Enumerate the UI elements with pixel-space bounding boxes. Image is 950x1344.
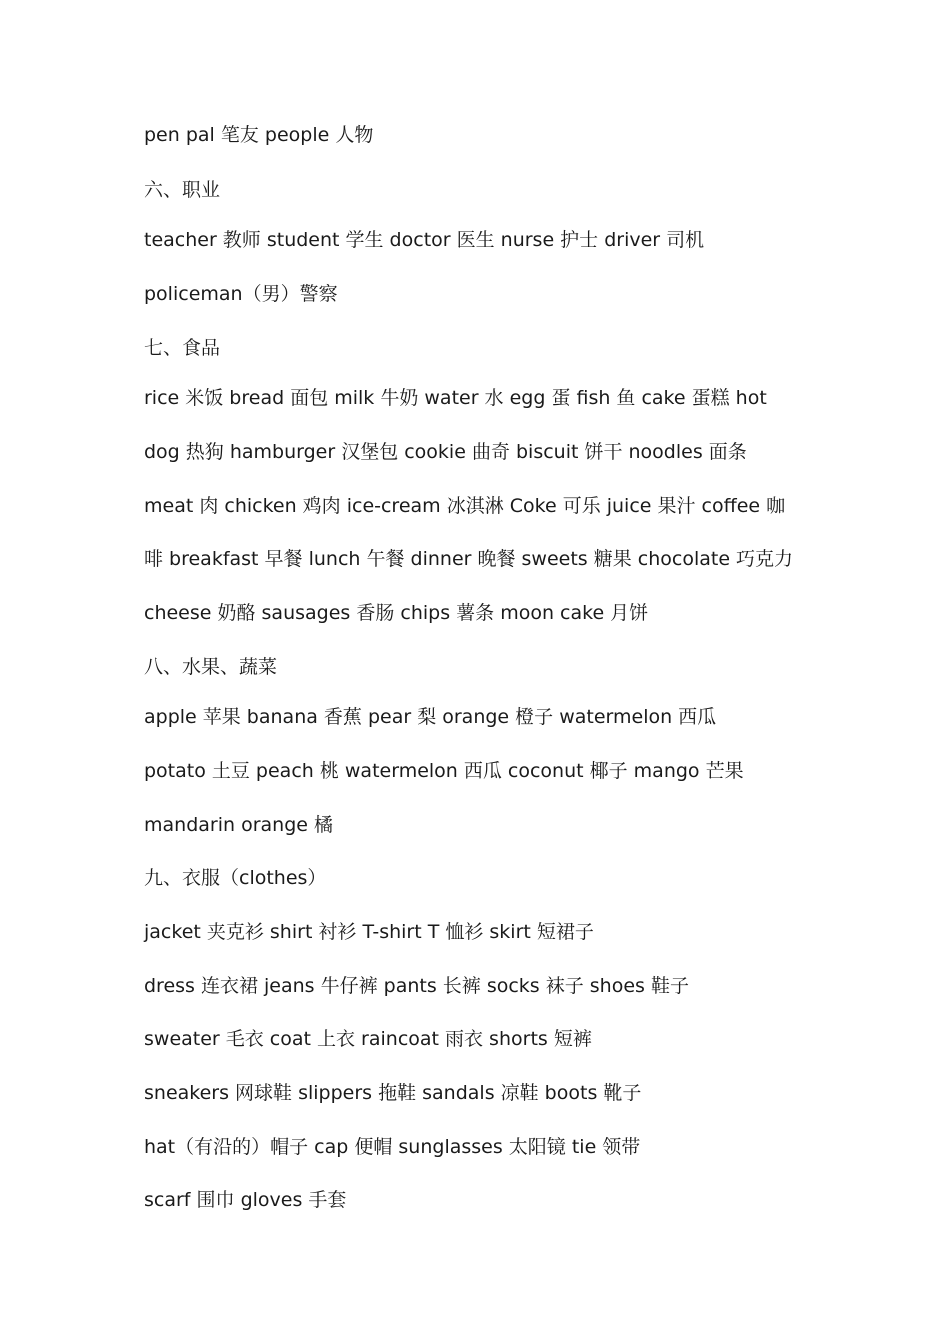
- section-heading-occupations: 六、职业: [144, 179, 221, 201]
- vocab-line-fruits-1: apple 苹果 banana 香蕉 pear 梨 orange 橙子 watermelon 西瓜: [144, 706, 717, 728]
- vocab-line-clothes-3: sweater 毛衣 coat 上衣 raincoat 雨衣 shorts 短裤: [144, 1028, 592, 1050]
- vocab-line-clothes-6: scarf 围巾 gloves 手套: [144, 1189, 347, 1211]
- section-heading-clothes: 九、衣服（clothes）: [144, 867, 327, 889]
- vocab-line-food-1: rice 米饭 bread 面包 milk 牛奶 water 水 egg 蛋 fish 鱼 cake 蛋糕 hot: [144, 387, 767, 409]
- vocab-line-food-3: meat 肉 chicken 鸡肉 ice-cream 冰淇淋 Coke 可乐 juice 果汁 coffee 咖: [144, 495, 786, 517]
- vocab-line-occupations-1: teacher 教师 student 学生 doctor 医生 nurse 护士 driver 司机: [144, 229, 705, 251]
- section-heading-fruits-vegetables: 八、水果、蔬菜: [144, 656, 278, 678]
- vocab-line-fruits-3: mandarin orange 橘: [144, 814, 333, 836]
- vocab-line-people: pen pal 笔友 people 人物: [144, 124, 374, 146]
- vocab-line-clothes-2: dress 连衣裙 jeans 牛仔裤 pants 长裤 socks 袜子 shoes 鞋子: [144, 975, 689, 997]
- vocab-line-food-2: dog 热狗 hamburger 汉堡包 cookie 曲奇 biscuit 饼干 noodles 面条: [144, 441, 747, 463]
- vocab-line-fruits-2: potato 土豆 peach 桃 watermelon 西瓜 coconut 椰子 mango 芒果: [144, 760, 744, 782]
- vocab-line-clothes-1: jacket 夹克衫 shirt 衬衫 T-shirt T 恤衫 skirt 短裙子: [144, 921, 594, 943]
- section-heading-food: 七、食品: [144, 337, 221, 359]
- vocab-line-food-5: cheese 奶酪 sausages 香肠 chips 薯条 moon cake 月饼: [144, 602, 649, 624]
- vocab-line-food-4: 啡 breakfast 早餐 lunch 午餐 dinner 晚餐 sweets 糖果 chocolate 巧克力: [144, 548, 794, 570]
- vocab-line-occupations-2: policeman（男）警察: [144, 283, 338, 305]
- vocab-line-clothes-5: hat（有沿的）帽子 cap 便帽 sunglasses 太阳镜 tie 领带: [144, 1136, 641, 1158]
- vocab-line-clothes-4: sneakers 网球鞋 slippers 拖鞋 sandals 凉鞋 boots 靴子: [144, 1082, 642, 1104]
